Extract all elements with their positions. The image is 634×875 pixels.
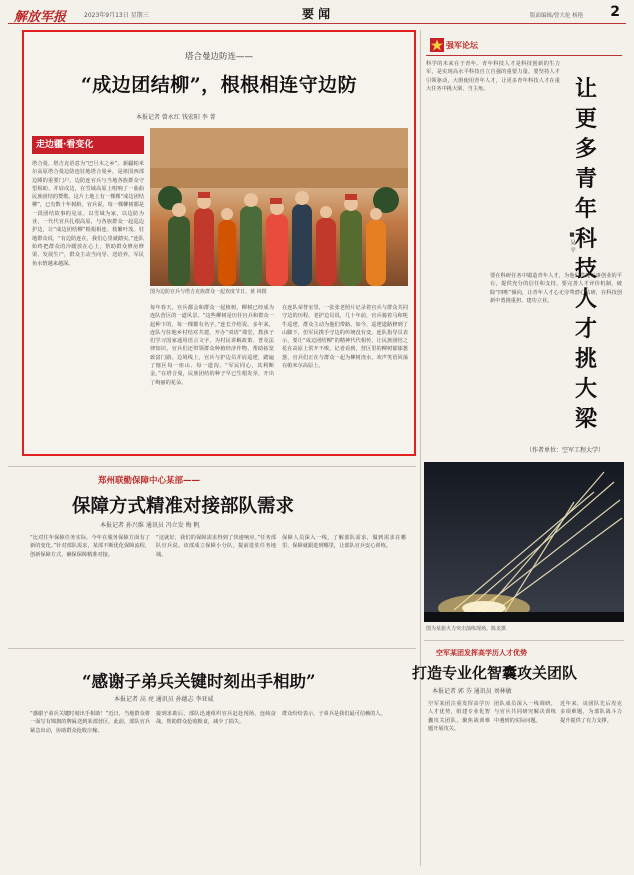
article3-text-c: 群众纷纷表示，子弟兵是我们最可信赖的人。 bbox=[282, 711, 386, 717]
article2-kicker: 郑州联勤保障中心某部—— bbox=[98, 476, 201, 486]
divider bbox=[420, 30, 421, 866]
divider bbox=[426, 55, 622, 56]
article2-byline: 本报记者 孙兴维 通讯员 冯立发 梅 帆 bbox=[100, 522, 200, 529]
newspaper-name: 解放军报 bbox=[14, 10, 67, 25]
sidebar-headline[interactable]: 让更多青年科技人才挑大梁 bbox=[574, 76, 597, 432]
lead-photo[interactable] bbox=[150, 128, 408, 286]
lead-article[interactable] bbox=[22, 30, 416, 456]
sidebar-text-a: 科学的未来在于青年。青年科技人才是科技创新的生力军，是实现高水平科技自立自强的重要力量。要坚持人才引领驱动，大胆使用青年人才，让更多青年科技人才在重大任务中挑大梁、当主角。 bbox=[426, 61, 560, 92]
page-editor: 版面编辑/曾大伦 杨艳 bbox=[530, 13, 584, 19]
lead-text-col3: 在连队荣誉室里，一张张老照片记录着官兵与群众共同守边的历程。老护边员说，几十年前，官兵骑着马和牦牛巡逻，群众主动为他们带路。如今，巡逻道路修到了山脚下，但军民携手守边的传统没有变。连队指导员表示，要让“成边团结柳”的精神代代相传，让民族团结之花在高原上常开不败。记者看到，营区里的柳树郁郁葱葱，官兵们正在与群众一起为柳树浇水，欢声笑语回荡在帕米尔高原上。 bbox=[282, 305, 408, 370]
lead-text-col2: 每年春天，官兵都会和群众一起植树，柳树已经成为连队营区的一道风景。“这些柳树是历任官兵和群众一起种下的，每一棵都有名字。”连长介绍说。多年来，连队与驻地乡村结对共建，开办“双语”课堂，教孩子们学习国家通用语言文字，为村民讲解政策、普及法律知识。官兵们还带领群众种植经济作物，帮助拓宽致富门路。边境线上，官兵与护边员并肩巡逻，踏遍了辖区每一座山、每一道沟。“军民同心，其利断金。”在塔合曼，民族团结的种子早已生根发芽，开出了绚丽的花朵。 bbox=[150, 305, 274, 386]
lead-text-col1: 塔合曼，塔吉克语意为“巴旦木之乡”。新疆帕米尔高原塔合曼边防连驻地塔合曼乡，是祖国西部边陲的重要门户。边防连官兵与当地各族群众守望相助、并肩戍边，在雪域高原上唱响了一曲曲民族团结的赞歌。这片土地上有一棵棵“成边团结柳”，已有数十年树龄，官兵说，每一棵柳树都是一段团结故事的见证。以雪域为家，以边防为业，一代代官兵扎根高原，与各族群众一起巡边护边，让“成边团结柳”根根相连、枝繁叶茂。驻地群众说，“有边防连在，我们心里就踏实。”连队始终把群众的冷暖放在心上，帮助群众修房修渠、发展生产，群众主动当向导、送给养，军民鱼水情越来越深。 bbox=[32, 161, 144, 267]
page-number: 2 bbox=[610, 4, 620, 20]
article2-text-b: “这就好，我们的保障需求得到了快速响应。”任务部队官兵说。该部成立保障小分队，提前进驻任务地域。 bbox=[156, 535, 276, 558]
article4-headline[interactable]: 打造专业化智囊攻关团队 bbox=[412, 664, 578, 682]
article3-text-a: “感谢子弟兵关键时刻出手相助！”近日，当地群众将一面写有锦旗的牌匾送到某部营区。此前，部队官兵紧急出动，协助群众抢收庄稼。 bbox=[30, 711, 150, 734]
article4-text-c: 近年来，该团队先后攻克多项难题，为部队战斗力提升提供了有力支撑。 bbox=[560, 701, 622, 724]
sidebar-text-b: 要在科研任务中锻造青年人才，为他们搭建干事创业的平台，提供充分的信任和支持。要完善人才评价机制，破除“四唯”倾向，让青年人才心无旁骛潜心钻研，在科技创新中勇挑重担、建功立业。 bbox=[490, 273, 622, 304]
article3-byline: 本报记者 高 亮 通讯员 孙德志 李亚威 bbox=[114, 696, 214, 703]
section-title: 要 闻 bbox=[302, 7, 331, 21]
missile-launch-graphic bbox=[424, 462, 624, 622]
article3-headline[interactable]: “感谢子弟兵关键时刻出手相助” bbox=[82, 672, 316, 691]
festival-scene-graphic bbox=[150, 128, 408, 286]
article2-headline[interactable]: 保障方式精准对接部队需求 bbox=[72, 496, 295, 517]
column-banner: 走边疆·看变化 bbox=[32, 136, 144, 154]
divider bbox=[8, 466, 416, 467]
sidebar-signature: （作者单位：空军工程大学） bbox=[526, 447, 605, 454]
article4-text-b: 团队成员深入一线调研，与官兵共同研究解决训练中遇到的实际问题。 bbox=[494, 701, 556, 724]
missile-photo[interactable] bbox=[424, 462, 624, 622]
lead-headline[interactable]: “成边团结柳”，根根相连守边防 bbox=[80, 74, 358, 96]
lead-kicker: 塔合曼边防连—— bbox=[184, 52, 253, 62]
divider bbox=[8, 648, 416, 649]
article4-byline: 本报记者 郭 芬 通讯员 刘林敏 bbox=[432, 688, 512, 695]
lead-photo-caption: 图为边防官兵与塔吉克族群众一起欢度节日。黄 林摄 bbox=[150, 289, 267, 295]
divider bbox=[424, 640, 624, 641]
sidebar-author: ■ 吴 平 bbox=[569, 232, 575, 253]
missile-photo-caption: 图为某旅火力突击演练现场。陈龙摄 bbox=[426, 626, 507, 632]
article4-text-a: 空军某团注重发挥高学历人才优势，组建专业化智囊攻关团队，聚焦战训难题开展攻关。 bbox=[428, 701, 490, 732]
issue-date: 2023年9月13日 星期三 bbox=[84, 12, 149, 19]
star-icon bbox=[430, 38, 444, 52]
article3-text-b: 接到求助后，部队迅速组织官兵赶赴现场，连续奋战，帮助群众抢收粮食，减少了损失。 bbox=[156, 711, 276, 726]
column-label: 强军论坛 bbox=[446, 41, 478, 50]
article2-text-c: 保障人员深入一线，了解部队需求，做到需求在哪里，保障就跟进到哪里，让部队官兵安心训练。 bbox=[282, 535, 406, 550]
article2-text-a: “比对往年保障任务实际，今年在服务保障方面有了新的变化。”针对部队需求，某部不断优化保障流程，创新保障方式，确保保障精准对接。 bbox=[30, 535, 150, 558]
article4-kicker: 空军某团发挥高学历人才优势 bbox=[436, 649, 527, 657]
lead-byline: 本报记者 曾永红 钱宏阳 李 菁 bbox=[136, 114, 216, 121]
